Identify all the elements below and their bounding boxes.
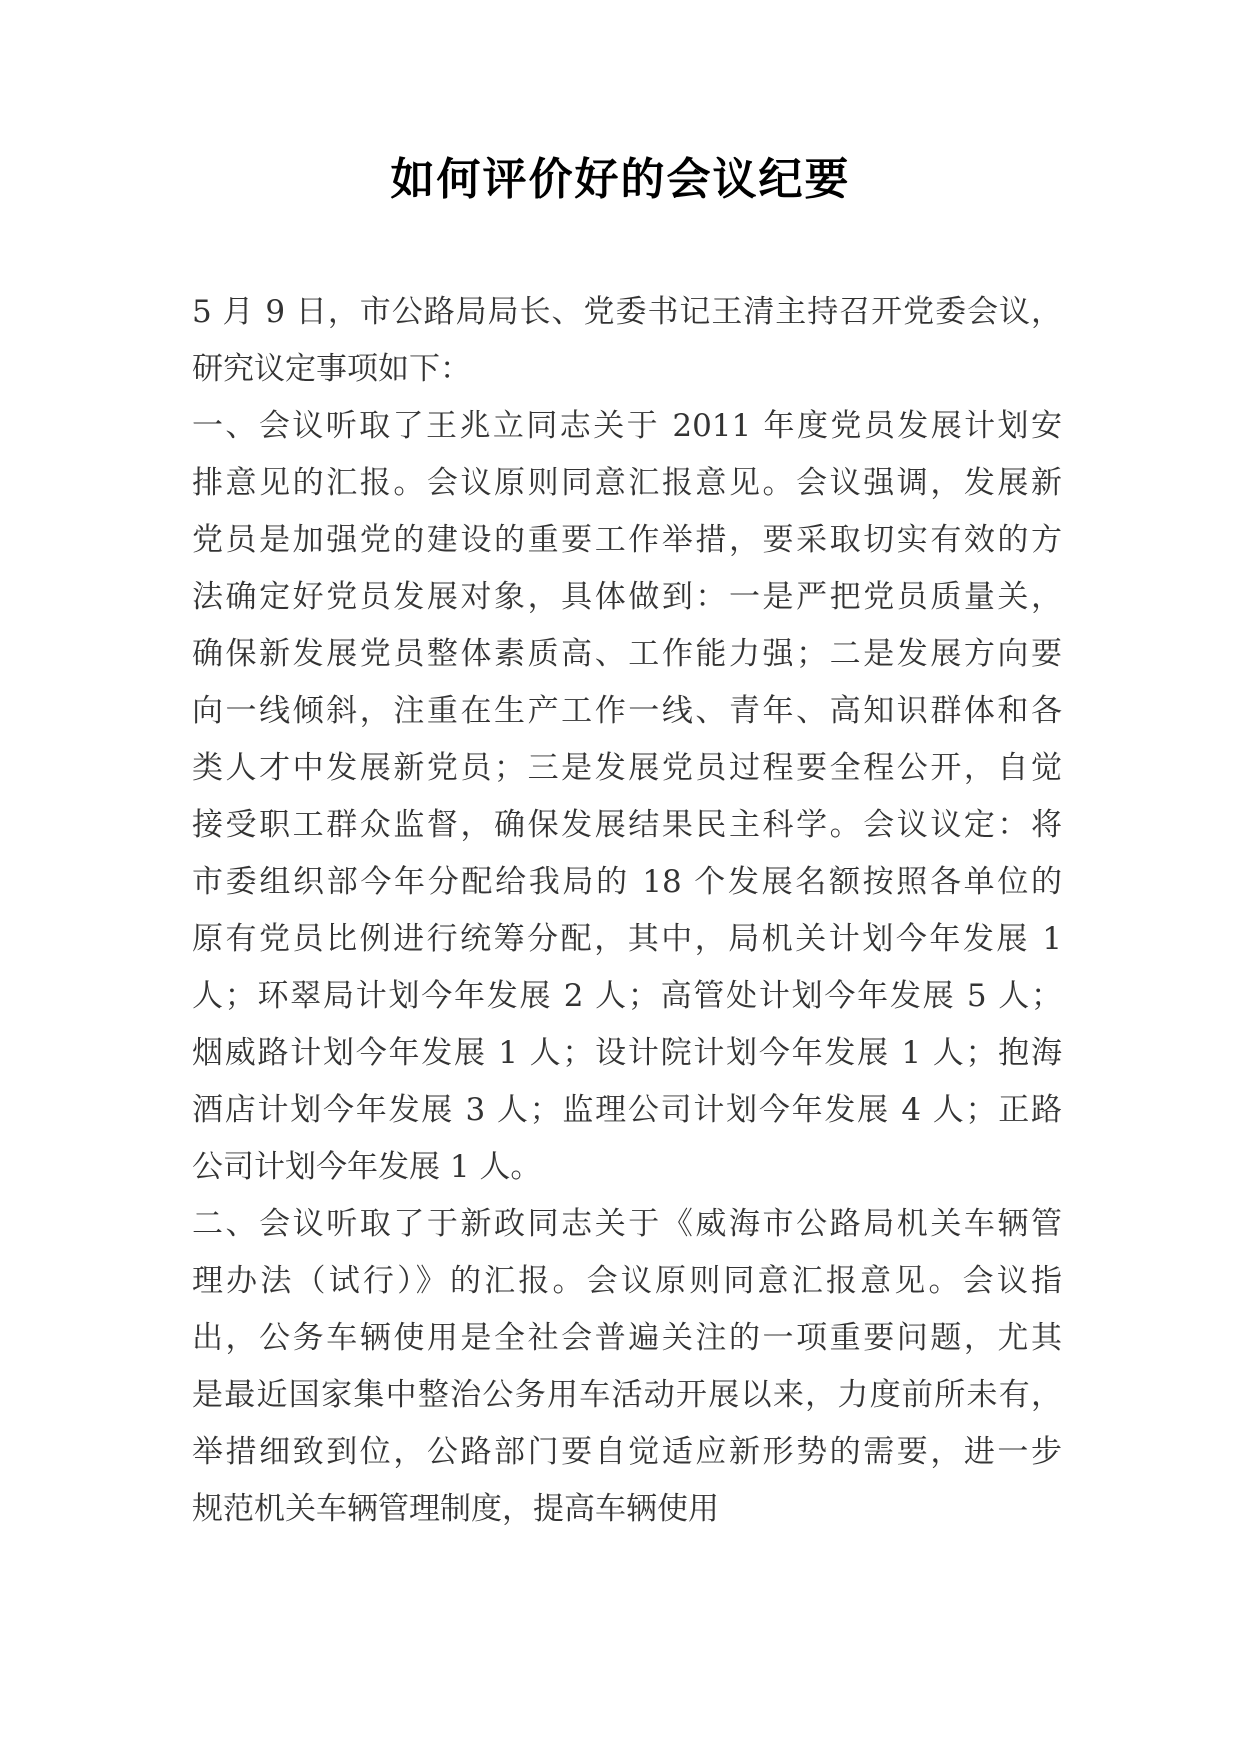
paragraph-line: 烟威路计划今年发展 1 人；设计院计划今年发展 1 人；抱海 [192,1035,1062,1071]
paragraph-line: 二、会议听取了于新政同志关于《威海市公路局机关车辆管 [192,1206,1062,1242]
paragraph-line: 类人才中发展新党员；三是发展党员过程要全程公开，自觉 [192,750,1062,786]
paragraph-line: 是最近国家集中整治公务用车活动开展以来，力度前所未有， [192,1377,1062,1413]
paragraph-line: 规范机关车辆管理制度，提高车辆使用 [192,1491,719,1527]
paragraph-line: 党员是加强党的建设的重要工作举措，要采取切实有效的方 [192,522,1062,558]
paragraph-line: 研究议定事项如下： [192,351,471,387]
paragraph-line: 原有党员比例进行统筹分配，其中，局机关计划今年发展 1 [192,921,1062,957]
paragraph-line: 法确定好党员发展对象，具体做到：一是严把党员质量关， [192,579,1062,615]
paragraph-line: 公司计划今年发展 1 人。 [192,1149,542,1185]
paragraph-line: 理办法（试行）》的汇报。会议原则同意汇报意见。会议指 [192,1263,1062,1299]
paragraph-line: 确保新发展党员整体素质高、工作能力强；二是发展方向要 [192,636,1062,672]
paragraph-line: 人；环翠局计划今年发展 2 人；高管处计划今年发展 5 人； [192,978,1062,1014]
paragraph-line: 举措细致到位，公路部门要自觉适应新形势的需要，进一步 [192,1434,1062,1470]
paragraph-line: 出，公务车辆使用是全社会普遍关注的一项重要问题，尤其 [192,1320,1062,1356]
paragraph-line: 排意见的汇报。会议原则同意汇报意见。会议强调，发展新 [192,465,1062,501]
paragraph-line: 一、会议听取了王兆立同志关于 2011 年度党员发展计划安 [192,408,1062,444]
paragraph-line: 酒店计划今年发展 3 人；监理公司计划今年发展 4 人；正路 [192,1092,1062,1128]
paragraph-line: 向一线倾斜，注重在生产工作一线、青年、高知识群体和各 [192,693,1062,729]
page-title: 如何评价好的会议纪要 [390,154,851,205]
paragraph-line: 5 月 9 日，市公路局局长、党委书记王清主持召开党委会议， [192,294,1062,330]
paragraph-line: 市委组织部今年分配给我局的 18 个发展名额按照各单位的 [192,864,1062,900]
paragraph-line: 接受职工群众监督，确保发展结果民主科学。会议议定：将 [192,807,1062,843]
document-body [192,284,1062,1538]
